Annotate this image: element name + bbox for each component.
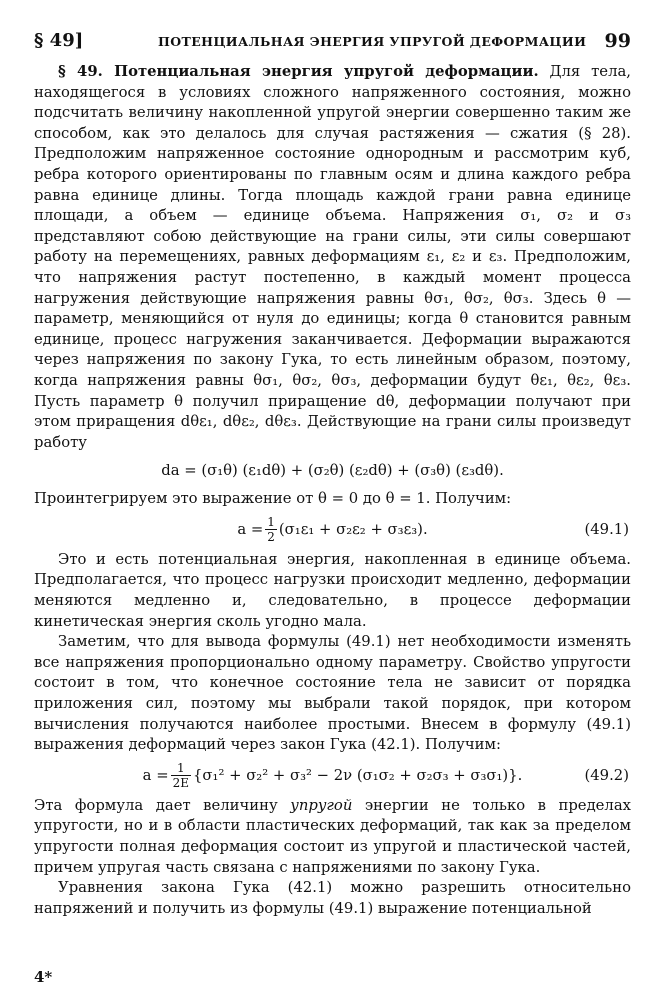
fraction: $\frac{1}{2}$ — [267, 515, 275, 545]
equation-work — [34, 453, 631, 489]
fraction: $\frac{1}{2E}$ — [172, 761, 190, 791]
section-title: § 49. Потенциальная энергия упругой деформации. — [58, 63, 539, 80]
emphasis-word: упругой — [290, 796, 353, 814]
equation-49-2-formula: a = $\frac{1}{2E}$ {σ₁² + σ₂² + σ₃² − 2ν (σ₁σ₂ + σ₂σ₃ + σ₃σ₁)}. — [142, 761, 523, 791]
running-header — [34, 30, 631, 62]
equation-49-1-formula: a = $\frac{1}{2}$ (σ₁ε₁ + σ₂ε₂ + σ₃ε₃). — [237, 515, 428, 545]
integration-line: Проинтегрируем это выражение от θ = 0 до θ = 1. Получим: — [34, 490, 512, 508]
page-body — [34, 62, 631, 919]
paragraph-intro-text: Для тела, находящегося в условиях сложного напряженного состояния, можно подсчитать величину накопленной упругой энергии совершенно таким же способом, как это делалось для случая растяжения — сжатия (§ 28). Предположим напряженное состояние однородным и рассмотрим куб, ребра которого ориентированы по главным осям и длина каждого ребра равна единице длины. Тогда площадь каждой грани равна единице площади, а объем — единице объема. Напряжения σ₁, σ₂ и σ₃ представляют собою действующие на грани силы, эти силы совершают работу на перемещениях, равных деформациям ε₁, ε₂ и ε₃. Предположим, что напряжения растут постепенно, в каждый момент процесса нагружения действующие напряжения равны θσ₁, θσ₂, θσ₃. Здесь θ — параметр, меняющийся от нуля до единицы; когда θ становится равным единице, процесс нагружения заканчивается. Деформации выражаются через напряжения по закону Гука, то есть линейным образом, поэтому, когда напряжения равны θσ₁, θσ₂, θσ₃, деформации будут θε₁, θε₂, θε₃. Пусть параметр θ получил приращение dθ, деформации получают при этом приращения dθε₁, dθε₂, dθε₃. Действующие на грани силы произведут работу — [34, 63, 631, 451]
equation-49-1 — [34, 510, 631, 550]
header-running-title: ПОТЕНЦИАЛЬНАЯ ЭНЕРГИЯ УПРУГОЙ ДЕФОРМАЦИИ — [158, 34, 587, 49]
paragraph-elastic: Эта формула дает величину упругой энергии не только в пределах упругости, но и в области пластических деформаций, так как за пределом упругости полная деформация состоит из упругой и пластической частей, причем упругая часть связана с напряжениями по закону Гука. — [34, 796, 631, 876]
header-page-number: 99 — [604, 30, 631, 52]
paragraph-energy: Это и есть потенциальная энергия, накопленная в единице объема. Предполагается, что процесс нагрузки происходит медленно, деформации меняются медленно и, следовательно, в процессе деформации кинетическая энергия сколь угодно мала. — [34, 550, 631, 630]
paragraph-hooke: Уравнения закона Гука (42.1) можно разрешить относительно напряжений и получить из формулы (49.1) выражение потенциальной — [34, 879, 631, 917]
equation-49-1-number: (49.1) — [584, 520, 629, 538]
signature-mark: 4* — [34, 968, 53, 986]
equation-work-formula: da = (σ₁θ) (ε₁dθ) + (σ₂θ) (ε₂dθ) + (σ₃θ) (ε₃dθ). — [161, 462, 504, 480]
equation-49-2-number: (49.2) — [584, 766, 629, 784]
header-section-ref: § 49] — [34, 30, 84, 51]
paragraph-intro — [34, 62, 631, 453]
equation-49-2 — [34, 756, 631, 796]
paragraph-remark: Заметим, что для вывода формулы (49.1) нет необходимости изменять все напряжения пропорционально одному параметру. Свойство упругости состоит в том, что конечное состояние тела не зависит от порядка приложения сил, поэтому мы выбрали такой порядок, при котором вычисления получаются наиболее простыми. Внесем в формулу (49.1) выражения деформаций через закон Гука (42.1). Получим: — [34, 633, 631, 754]
